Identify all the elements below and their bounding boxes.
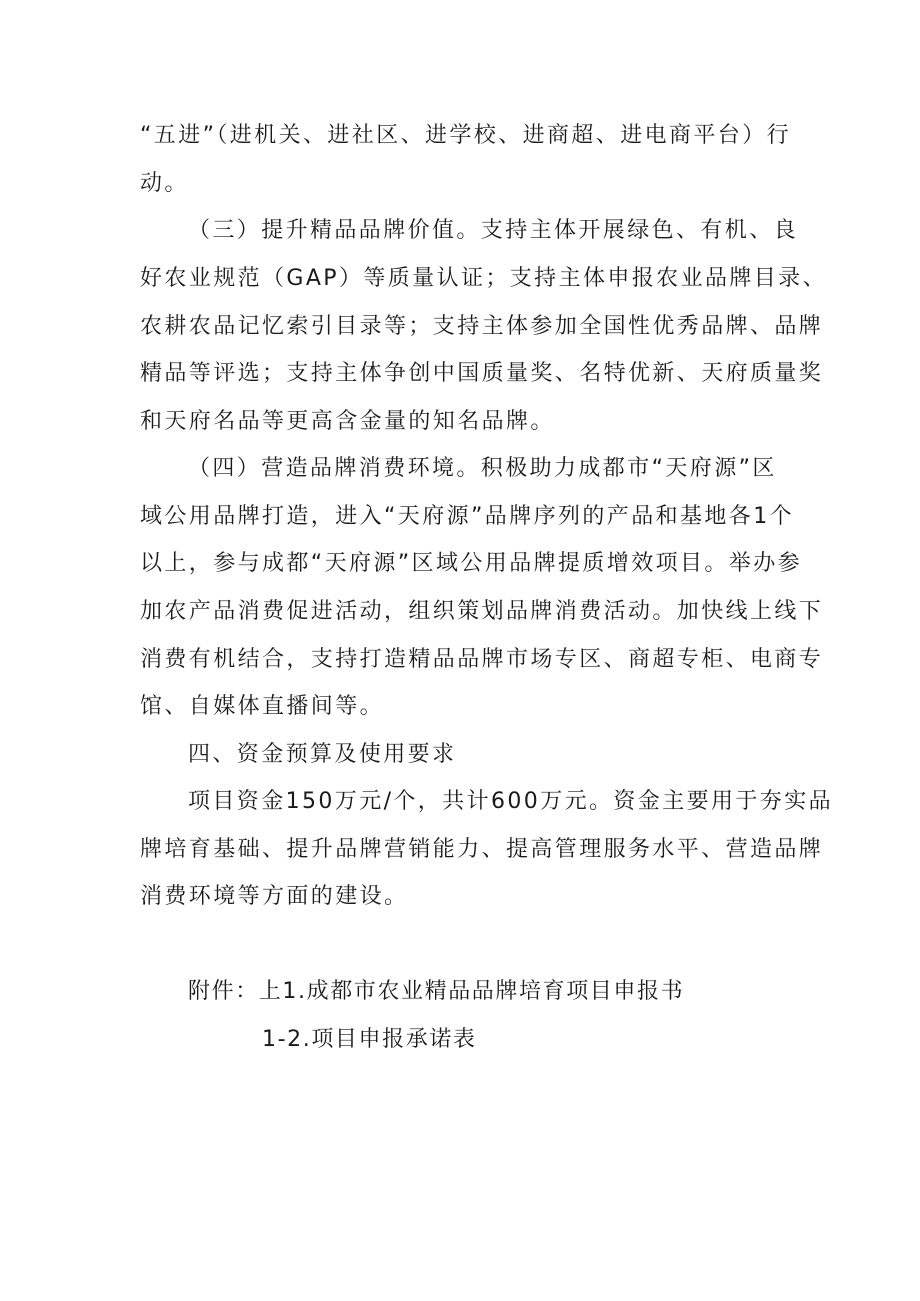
paragraph-line: 加农产品消费促进活动，组织策划品牌消费活动。加快线上线下 [140, 599, 824, 624]
paragraph-line: 域公用品牌打造，进入“天府源”品牌序列的产品和基地各1个 [140, 504, 794, 529]
paragraph-line: 精品等评选；支持主体争创中国质量奖、名特优新、天府质量奖 [140, 361, 824, 386]
paragraph-line: 以上，参与成都“天府源”区域公用品牌提质增效项目。举办参 [140, 551, 802, 576]
paragraph-line: 馆、自媒体直播间等。 [140, 694, 385, 719]
paragraph-line: 农耕农品记忆索引目录等；支持主体参加全国性优秀品牌、品牌 [140, 314, 824, 339]
section-three-heading-line: （三）提升精品品牌价值。支持主体开展绿色、有机、良 [188, 218, 799, 243]
paragraph-line: “五进”（进机关、进社区、进学校、进商超、进电商平台）行 [140, 123, 791, 148]
budget-paragraph-line: 项目资金150万元/个，共计600万元。资金主要用于夯实品 [188, 789, 833, 814]
section-four-heading-line: （四）营造品牌消费环境。积极助力成都市“天府源”区 [188, 456, 777, 481]
paragraph-line: 消费环境等方面的建设。 [140, 884, 409, 909]
paragraph-line: 和天府名品等更高含金量的知名品牌。 [140, 409, 555, 434]
paragraph-line: 消费有机结合，支持打造精品品牌市场专区、商超专柜、电商专 [140, 647, 824, 672]
budget-section-heading: 四、资金预算及使用要求 [188, 742, 457, 767]
attachment-line-1: 附件：上1.成都市农业精品品牌培育项目申报书 [188, 979, 685, 1004]
attachment-line-2: 1-2.项目申报承诺表 [262, 1027, 477, 1052]
paragraph-line: 牌培育基础、提升品牌营销能力、提高管理服务水平、营造品牌 [140, 837, 824, 862]
paragraph-line: 好农业规范（GAP）等质量认证；支持主体申报农业品牌目录、 [140, 266, 827, 291]
paragraph-line: 动。 [140, 171, 189, 196]
